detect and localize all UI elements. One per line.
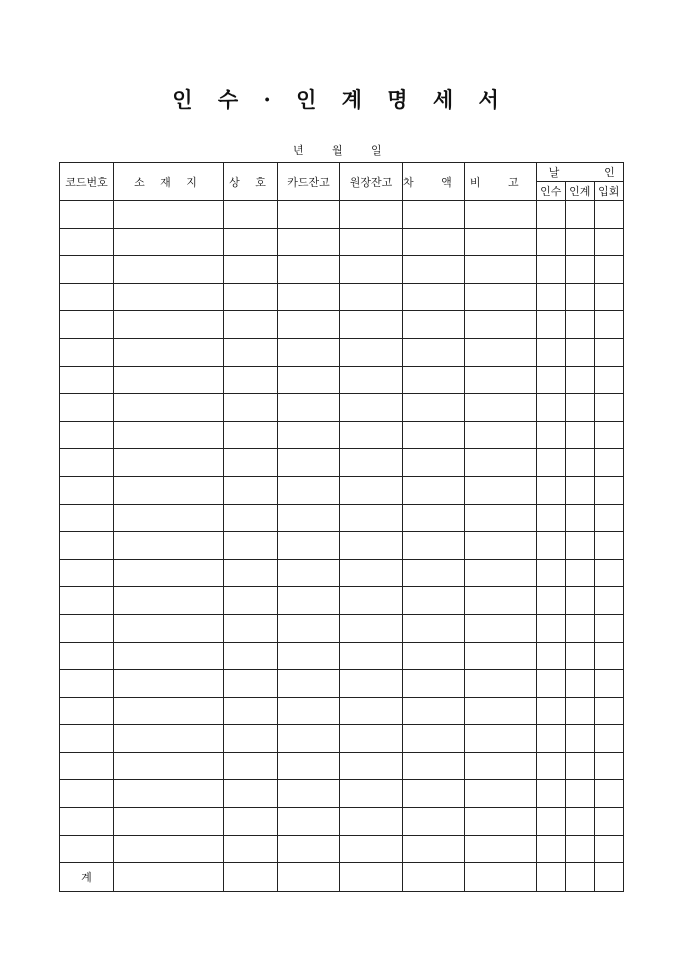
handover-ledger-table: [59, 162, 624, 892]
header-remarks: 비 고: [464, 163, 536, 201]
card-balance-cell: [278, 504, 340, 532]
business-name-cell: [224, 780, 278, 808]
remarks-cell: [464, 752, 536, 780]
card-balance-cell: [278, 587, 340, 615]
location-cell: [114, 228, 224, 256]
remarks-cell: [464, 421, 536, 449]
witness-sign-cell: [594, 808, 623, 836]
code-cell: [60, 311, 114, 339]
location-cell: [114, 752, 224, 780]
code-cell: [60, 504, 114, 532]
takeover-sign-cell: [536, 780, 565, 808]
business-name-cell: [224, 421, 278, 449]
total-cell: [594, 863, 623, 892]
business-name-cell: [224, 201, 278, 229]
difference-cell: [403, 228, 465, 256]
total-label: 계: [60, 863, 114, 892]
witness-sign-cell: [594, 476, 623, 504]
difference-cell: [403, 559, 465, 587]
business-name-cell: [224, 725, 278, 753]
ledger-balance-cell: [340, 504, 403, 532]
takeover-sign-cell: [536, 642, 565, 670]
total-cell: [464, 863, 536, 892]
takeover-sign-cell: [536, 808, 565, 836]
difference-cell: [403, 449, 465, 477]
header-card-balance: 카드잔고: [278, 163, 340, 201]
card-balance-cell: [278, 670, 340, 698]
handover-sign-cell: [565, 201, 594, 229]
header-ledger-balance: 원장잔고: [340, 163, 403, 201]
witness-sign-cell: [594, 587, 623, 615]
takeover-sign-cell: [536, 835, 565, 863]
handover-sign-cell: [565, 283, 594, 311]
code-cell: [60, 421, 114, 449]
code-cell: [60, 808, 114, 836]
code-cell: [60, 752, 114, 780]
table-row: [60, 808, 624, 836]
witness-sign-cell: [594, 311, 623, 339]
card-balance-cell: [278, 449, 340, 477]
remarks-cell: [464, 311, 536, 339]
table-row: [60, 835, 624, 863]
total-cell: [278, 863, 340, 892]
header-code: 코드번호: [60, 163, 114, 201]
difference-cell: [403, 421, 465, 449]
difference-cell: [403, 587, 465, 615]
card-balance-cell: [278, 338, 340, 366]
card-balance-cell: [278, 476, 340, 504]
table-row: [60, 449, 624, 477]
card-balance-cell: [278, 366, 340, 394]
ledger-balance-cell: [340, 670, 403, 698]
handover-sign-cell: [565, 366, 594, 394]
witness-sign-cell: [594, 504, 623, 532]
difference-cell: [403, 642, 465, 670]
table-row: [60, 311, 624, 339]
header-takeover: 인수: [536, 182, 565, 201]
remarks-cell: [464, 476, 536, 504]
location-cell: [114, 780, 224, 808]
difference-cell: [403, 394, 465, 422]
remarks-cell: [464, 642, 536, 670]
header-signature: [536, 163, 623, 182]
difference-cell: [403, 504, 465, 532]
ledger-balance-cell: [340, 421, 403, 449]
handover-sign-cell: [565, 532, 594, 560]
table-row: [60, 338, 624, 366]
remarks-cell: [464, 697, 536, 725]
takeover-sign-cell: [536, 338, 565, 366]
witness-sign-cell: [594, 752, 623, 780]
ledger-balance-cell: [340, 587, 403, 615]
handover-sign-cell: [565, 504, 594, 532]
code-cell: [60, 559, 114, 587]
ledger-balance-cell: [340, 725, 403, 753]
card-balance-cell: [278, 725, 340, 753]
witness-sign-cell: [594, 394, 623, 422]
business-name-cell: [224, 587, 278, 615]
code-cell: [60, 476, 114, 504]
header-witness: 입회: [594, 182, 623, 201]
ledger-balance-cell: [340, 752, 403, 780]
date-year-label: 년: [293, 144, 304, 157]
ledger-balance-cell: [340, 283, 403, 311]
ledger-balance-cell: [340, 532, 403, 560]
code-cell: [60, 587, 114, 615]
remarks-cell: [464, 201, 536, 229]
handover-sign-cell: [565, 311, 594, 339]
location-cell: [114, 808, 224, 836]
witness-sign-cell: [594, 201, 623, 229]
difference-cell: [403, 752, 465, 780]
location-cell: [114, 311, 224, 339]
handover-sign-cell: [565, 697, 594, 725]
location-cell: [114, 642, 224, 670]
table-row: [60, 670, 624, 698]
takeover-sign-cell: [536, 670, 565, 698]
code-cell: [60, 201, 114, 229]
ledger-balance-cell: [340, 476, 403, 504]
business-name-cell: [224, 808, 278, 836]
code-cell: [60, 394, 114, 422]
takeover-sign-cell: [536, 476, 565, 504]
ledger-balance-cell: [340, 835, 403, 863]
remarks-cell: [464, 532, 536, 560]
header-difference: 차 액: [403, 163, 465, 201]
difference-cell: [403, 366, 465, 394]
document-title: 인 수 · 인 계 명 세 서: [172, 87, 508, 112]
code-cell: [60, 835, 114, 863]
table-row: [60, 697, 624, 725]
ledger-balance-cell: [340, 311, 403, 339]
takeover-sign-cell: [536, 201, 565, 229]
total-cell: [340, 863, 403, 892]
remarks-cell: [464, 587, 536, 615]
ledger-balance-cell: [340, 614, 403, 642]
card-balance-cell: [278, 201, 340, 229]
handover-sign-cell: [565, 421, 594, 449]
business-name-cell: [224, 532, 278, 560]
remarks-cell: [464, 449, 536, 477]
code-cell: [60, 642, 114, 670]
witness-sign-cell: [594, 366, 623, 394]
business-name-cell: [224, 559, 278, 587]
remarks-cell: [464, 338, 536, 366]
takeover-sign-cell: [536, 311, 565, 339]
takeover-sign-cell: [536, 256, 565, 284]
handover-sign-cell: [565, 256, 594, 284]
business-name-cell: [224, 256, 278, 284]
handover-sign-cell: [565, 670, 594, 698]
table-row: [60, 228, 624, 256]
witness-sign-cell: [594, 697, 623, 725]
table-row: [60, 780, 624, 808]
takeover-sign-cell: [536, 421, 565, 449]
ledger-balance-cell: [340, 201, 403, 229]
business-name-cell: [224, 614, 278, 642]
location-cell: [114, 587, 224, 615]
business-name-cell: [224, 642, 278, 670]
remarks-cell: [464, 725, 536, 753]
remarks-cell: [464, 283, 536, 311]
ledger-body: [60, 201, 624, 863]
code-cell: [60, 256, 114, 284]
code-cell: [60, 338, 114, 366]
location-cell: [114, 366, 224, 394]
table-row: [60, 283, 624, 311]
remarks-cell: [464, 559, 536, 587]
handover-sign-cell: [565, 780, 594, 808]
witness-sign-cell: [594, 780, 623, 808]
remarks-cell: [464, 780, 536, 808]
difference-cell: [403, 476, 465, 504]
witness-sign-cell: [594, 642, 623, 670]
takeover-sign-cell: [536, 449, 565, 477]
table-row: [60, 256, 624, 284]
witness-sign-cell: [594, 283, 623, 311]
handover-sign-cell: [565, 338, 594, 366]
ledger-balance-cell: [340, 642, 403, 670]
witness-sign-cell: [594, 725, 623, 753]
date-line: [277, 142, 387, 160]
table-row: [60, 394, 624, 422]
remarks-cell: [464, 614, 536, 642]
table-row: [60, 725, 624, 753]
difference-cell: [403, 201, 465, 229]
card-balance-cell: [278, 835, 340, 863]
ledger-balance-cell: [340, 780, 403, 808]
card-balance-cell: [278, 808, 340, 836]
business-name-cell: [224, 476, 278, 504]
code-cell: [60, 283, 114, 311]
code-cell: [60, 228, 114, 256]
location-cell: [114, 476, 224, 504]
business-name-cell: [224, 311, 278, 339]
header-location: 소 재 지: [114, 163, 224, 201]
location-cell: [114, 201, 224, 229]
table-row: [60, 559, 624, 587]
table-row: [60, 532, 624, 560]
location-cell: [114, 283, 224, 311]
location-cell: [114, 532, 224, 560]
witness-sign-cell: [594, 614, 623, 642]
business-name-cell: [224, 338, 278, 366]
ledger-balance-cell: [340, 338, 403, 366]
card-balance-cell: [278, 642, 340, 670]
handover-sign-cell: [565, 559, 594, 587]
table-row: [60, 587, 624, 615]
takeover-sign-cell: [536, 228, 565, 256]
code-cell: [60, 449, 114, 477]
card-balance-cell: [278, 256, 340, 284]
handover-sign-cell: [565, 449, 594, 477]
handover-sign-cell: [565, 394, 594, 422]
difference-cell: [403, 808, 465, 836]
table-row: [60, 504, 624, 532]
code-cell: [60, 725, 114, 753]
business-name-cell: [224, 283, 278, 311]
business-name-cell: [224, 835, 278, 863]
takeover-sign-cell: [536, 532, 565, 560]
card-balance-cell: [278, 421, 340, 449]
business-name-cell: [224, 449, 278, 477]
remarks-cell: [464, 228, 536, 256]
table-row: [60, 421, 624, 449]
total-row: [60, 863, 624, 892]
takeover-sign-cell: [536, 394, 565, 422]
header-signature-left: 날: [548, 166, 560, 179]
header-business-name: 상 호: [224, 163, 278, 201]
card-balance-cell: [278, 532, 340, 560]
takeover-sign-cell: [536, 559, 565, 587]
difference-cell: [403, 670, 465, 698]
location-cell: [114, 559, 224, 587]
witness-sign-cell: [594, 670, 623, 698]
location-cell: [114, 614, 224, 642]
total-cell: [565, 863, 594, 892]
code-cell: [60, 670, 114, 698]
code-cell: [60, 614, 114, 642]
handover-sign-cell: [565, 642, 594, 670]
difference-cell: [403, 256, 465, 284]
difference-cell: [403, 725, 465, 753]
ledger-balance-cell: [340, 394, 403, 422]
handover-sign-cell: [565, 476, 594, 504]
location-cell: [114, 725, 224, 753]
ledger-balance-cell: [340, 449, 403, 477]
takeover-sign-cell: [536, 366, 565, 394]
code-cell: [60, 532, 114, 560]
takeover-sign-cell: [536, 587, 565, 615]
total-cell: [403, 863, 465, 892]
business-name-cell: [224, 670, 278, 698]
witness-sign-cell: [594, 835, 623, 863]
table-row: [60, 642, 624, 670]
remarks-cell: [464, 504, 536, 532]
difference-cell: [403, 338, 465, 366]
location-cell: [114, 338, 224, 366]
code-cell: [60, 366, 114, 394]
ledger-balance-cell: [340, 697, 403, 725]
location-cell: [114, 421, 224, 449]
takeover-sign-cell: [536, 614, 565, 642]
takeover-sign-cell: [536, 697, 565, 725]
remarks-cell: [464, 808, 536, 836]
difference-cell: [403, 283, 465, 311]
table-row: [60, 752, 624, 780]
handover-sign-cell: [565, 587, 594, 615]
business-name-cell: [224, 366, 278, 394]
business-name-cell: [224, 504, 278, 532]
table-row: [60, 366, 624, 394]
remarks-cell: [464, 366, 536, 394]
handover-sign-cell: [565, 752, 594, 780]
ledger-balance-cell: [340, 228, 403, 256]
witness-sign-cell: [594, 559, 623, 587]
difference-cell: [403, 835, 465, 863]
handover-sign-cell: [565, 614, 594, 642]
location-cell: [114, 504, 224, 532]
table-row: [60, 476, 624, 504]
date-month-label: 월: [332, 144, 343, 157]
witness-sign-cell: [594, 449, 623, 477]
card-balance-cell: [278, 283, 340, 311]
card-balance-cell: [278, 752, 340, 780]
remarks-cell: [464, 256, 536, 284]
ledger-balance-cell: [340, 808, 403, 836]
card-balance-cell: [278, 614, 340, 642]
remarks-cell: [464, 394, 536, 422]
header-handover: 인계: [565, 182, 594, 201]
witness-sign-cell: [594, 421, 623, 449]
witness-sign-cell: [594, 338, 623, 366]
card-balance-cell: [278, 394, 340, 422]
witness-sign-cell: [594, 256, 623, 284]
location-cell: [114, 449, 224, 477]
handover-sign-cell: [565, 725, 594, 753]
ledger-balance-cell: [340, 256, 403, 284]
ledger-balance-cell: [340, 366, 403, 394]
takeover-sign-cell: [536, 504, 565, 532]
takeover-sign-cell: [536, 283, 565, 311]
witness-sign-cell: [594, 228, 623, 256]
location-cell: [114, 697, 224, 725]
location-cell: [114, 256, 224, 284]
location-cell: [114, 394, 224, 422]
code-cell: [60, 697, 114, 725]
business-name-cell: [224, 394, 278, 422]
card-balance-cell: [278, 780, 340, 808]
business-name-cell: [224, 752, 278, 780]
table-row: [60, 614, 624, 642]
difference-cell: [403, 532, 465, 560]
business-name-cell: [224, 697, 278, 725]
card-balance-cell: [278, 697, 340, 725]
difference-cell: [403, 311, 465, 339]
handover-sign-cell: [565, 228, 594, 256]
location-cell: [114, 670, 224, 698]
remarks-cell: [464, 670, 536, 698]
handover-sign-cell: [565, 835, 594, 863]
header-signature-right: 인: [604, 166, 615, 179]
code-cell: [60, 780, 114, 808]
card-balance-cell: [278, 228, 340, 256]
total-cell: [536, 863, 565, 892]
difference-cell: [403, 614, 465, 642]
difference-cell: [403, 780, 465, 808]
handover-sign-cell: [565, 808, 594, 836]
ledger-balance-cell: [340, 559, 403, 587]
location-cell: [114, 835, 224, 863]
takeover-sign-cell: [536, 725, 565, 753]
business-name-cell: [224, 228, 278, 256]
total-cell: [114, 863, 224, 892]
difference-cell: [403, 697, 465, 725]
witness-sign-cell: [594, 532, 623, 560]
remarks-cell: [464, 835, 536, 863]
date-day-label: 일: [371, 144, 382, 157]
table-row: [60, 201, 624, 229]
card-balance-cell: [278, 311, 340, 339]
total-cell: [224, 863, 278, 892]
card-balance-cell: [278, 559, 340, 587]
takeover-sign-cell: [536, 752, 565, 780]
